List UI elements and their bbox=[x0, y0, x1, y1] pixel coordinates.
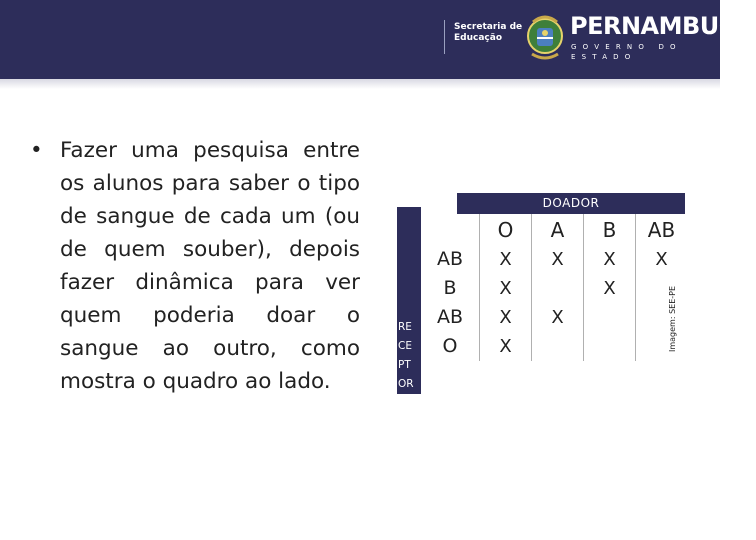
table-row bbox=[480, 245, 688, 274]
compatibility-table bbox=[479, 214, 687, 361]
table-cell: X bbox=[480, 245, 532, 274]
image-credit: Imagem: SEE-PE bbox=[668, 285, 677, 352]
column-header: B bbox=[584, 214, 636, 245]
header-bar bbox=[0, 0, 756, 79]
receptor-line: RE bbox=[398, 321, 412, 333]
donor-header: DOADOR bbox=[457, 193, 685, 214]
state-name: PERNAMBUCO bbox=[570, 12, 756, 40]
column-header: A bbox=[532, 214, 584, 245]
secretaria-line2: Educação bbox=[454, 33, 502, 43]
secretaria-line1: Secretaria de bbox=[454, 22, 523, 32]
table-cell: X bbox=[532, 303, 584, 332]
receptor-line: OR bbox=[398, 378, 414, 390]
table-cell bbox=[636, 274, 688, 303]
government-label: GOVERNO DO ESTADO bbox=[571, 43, 682, 61]
table-row bbox=[480, 332, 688, 361]
table-cell bbox=[532, 332, 584, 361]
table-row bbox=[480, 274, 688, 303]
row-labels bbox=[428, 245, 472, 361]
receptor-line: CE bbox=[398, 340, 412, 352]
table-cell bbox=[584, 332, 636, 361]
row-label: O bbox=[442, 335, 458, 357]
bullet-text: Fazer uma pesquisa entre os alunos para saber o tipo de sangue de cada um (ou de quem souber), depois fazer dinâmica para ver quem poderia doar o sangue ao outro, como mostra o quadro ao lado. bbox=[60, 138, 360, 394]
table-cell: X bbox=[584, 274, 636, 303]
column-header: O bbox=[480, 214, 532, 245]
table-cell bbox=[584, 303, 636, 332]
row-label: AB bbox=[436, 306, 464, 328]
table-cell bbox=[532, 274, 584, 303]
logo-divider bbox=[444, 20, 445, 54]
table-cell: X bbox=[480, 332, 532, 361]
table-cell: X bbox=[584, 245, 636, 274]
row-label: AB bbox=[436, 248, 464, 270]
column-header: AB bbox=[636, 214, 688, 245]
receptor-line: PT bbox=[398, 359, 411, 371]
header-stripe bbox=[0, 79, 720, 89]
table-cell bbox=[636, 332, 688, 361]
state-crest-icon bbox=[524, 12, 566, 64]
table-cell: X bbox=[636, 245, 688, 274]
bullet-dot-icon: • bbox=[30, 138, 43, 163]
table-cell bbox=[636, 303, 688, 332]
secretaria-logo bbox=[454, 22, 524, 44]
row-label: B bbox=[443, 277, 457, 299]
receptor-label bbox=[398, 318, 420, 394]
table-cell: X bbox=[480, 274, 532, 303]
table-cell: X bbox=[480, 303, 532, 332]
table-row bbox=[480, 303, 688, 332]
table-cell: X bbox=[532, 245, 584, 274]
table-header-row bbox=[480, 214, 688, 245]
